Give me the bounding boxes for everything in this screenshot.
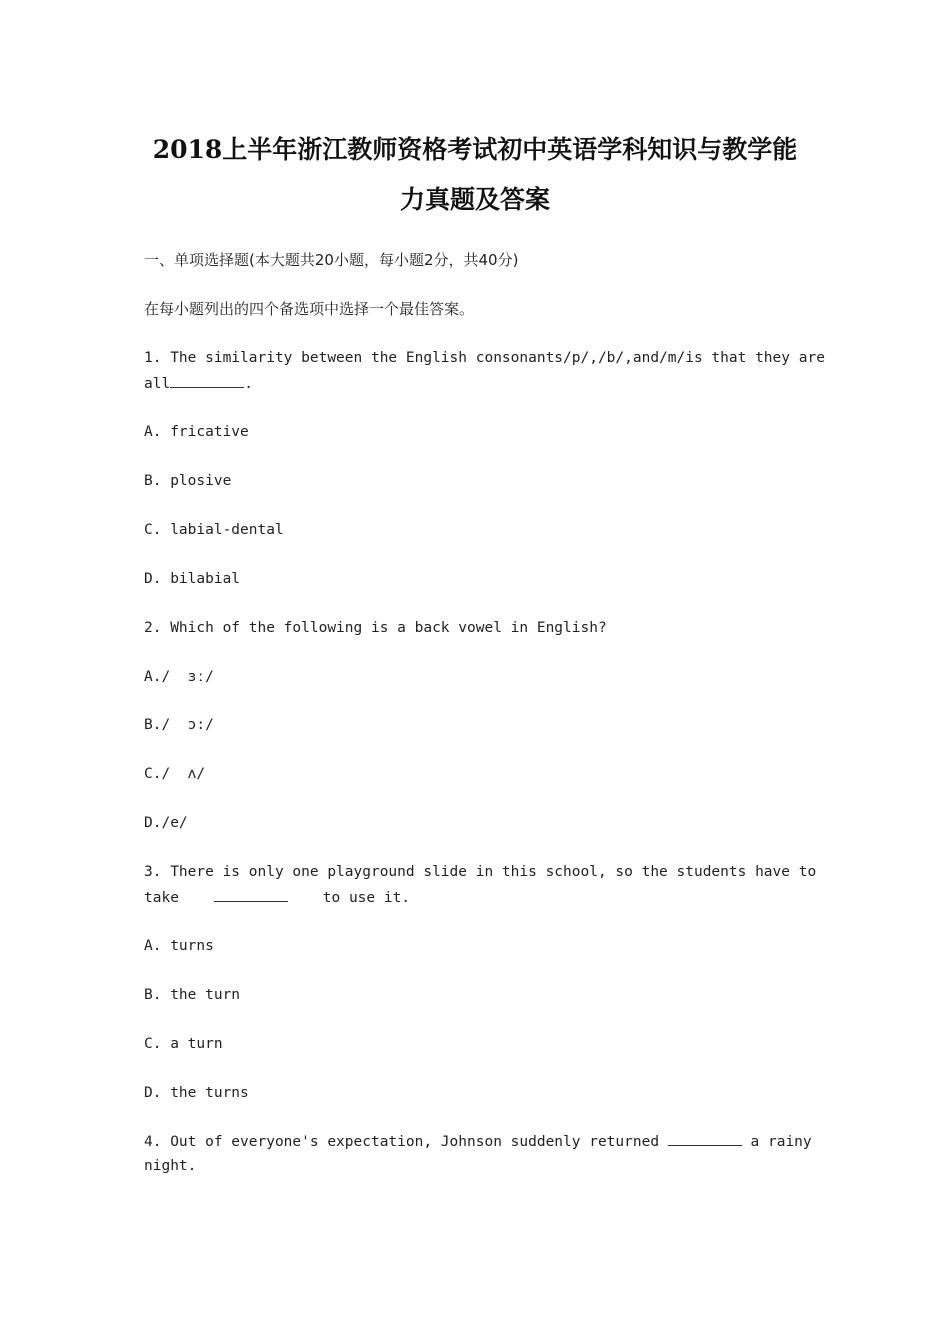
question-3-stem-line-2 — [144, 887, 410, 908]
question-4-stem-line-2: night. — [144, 1158, 197, 1174]
question-3-stem-line-1: 3. There is only one playground slide in this school, so the students have to — [144, 864, 817, 880]
answer-blank — [214, 887, 288, 902]
answer-blank — [170, 373, 244, 388]
answer-blank — [668, 1131, 742, 1146]
question-2-option-a: A./ ɜː/ — [144, 669, 214, 685]
question-4-stem-after-blank: a rainy — [741, 1134, 812, 1150]
question-3-option-a: A. turns — [144, 938, 214, 954]
question-1-stem-after-blank: . — [244, 376, 253, 392]
question-2-option-d: D./e/ — [144, 815, 188, 831]
question-2-option-b: B./ ɔ:/ — [144, 717, 214, 733]
question-1-option-b: B. plosive — [144, 473, 232, 489]
section-heading: 一、单项选择题(本大题共20小题，每小题2分，共40分) — [144, 251, 519, 269]
question-1-option-a: A. fricative — [144, 424, 249, 440]
question-3-option-d: D. the turns — [144, 1085, 249, 1101]
question-1-option-d: D. bilabial — [144, 571, 241, 587]
question-3-option-b: B. the turn — [144, 987, 241, 1003]
question-3-stem-after-blank: to use it. — [287, 890, 411, 906]
question-3-option-c: C. a turn — [144, 1036, 223, 1052]
question-1-stem-before-blank: all — [144, 376, 171, 392]
question-2-option-c: C./ ʌ/ — [144, 766, 206, 782]
question-2-stem: 2. Which of the following is a back vowel in English? — [144, 620, 607, 636]
question-4-stem-line-1 — [144, 1131, 812, 1152]
instruction-text: 在每小题列出的四个备选项中选择一个最佳答案。 — [144, 300, 475, 318]
question-3-stem-before-blank: take — [144, 890, 214, 906]
question-4-stem-before-blank: 4. Out of everyone's expectation, Johnson suddenly returned — [144, 1134, 668, 1150]
document-title-line-2: 力真题及答案 — [399, 185, 550, 214]
question-1-option-c: C. labial-dental — [144, 522, 284, 538]
question-1-stem-line-2 — [144, 373, 253, 394]
document-title-line-1: 2018上半年浙江教师资格考试初中英语学科知识与教学能 — [152, 135, 798, 164]
question-1-stem-line-1: 1. The similarity between the English consonants/p/,/b/,and/m/is that they are — [144, 350, 825, 366]
